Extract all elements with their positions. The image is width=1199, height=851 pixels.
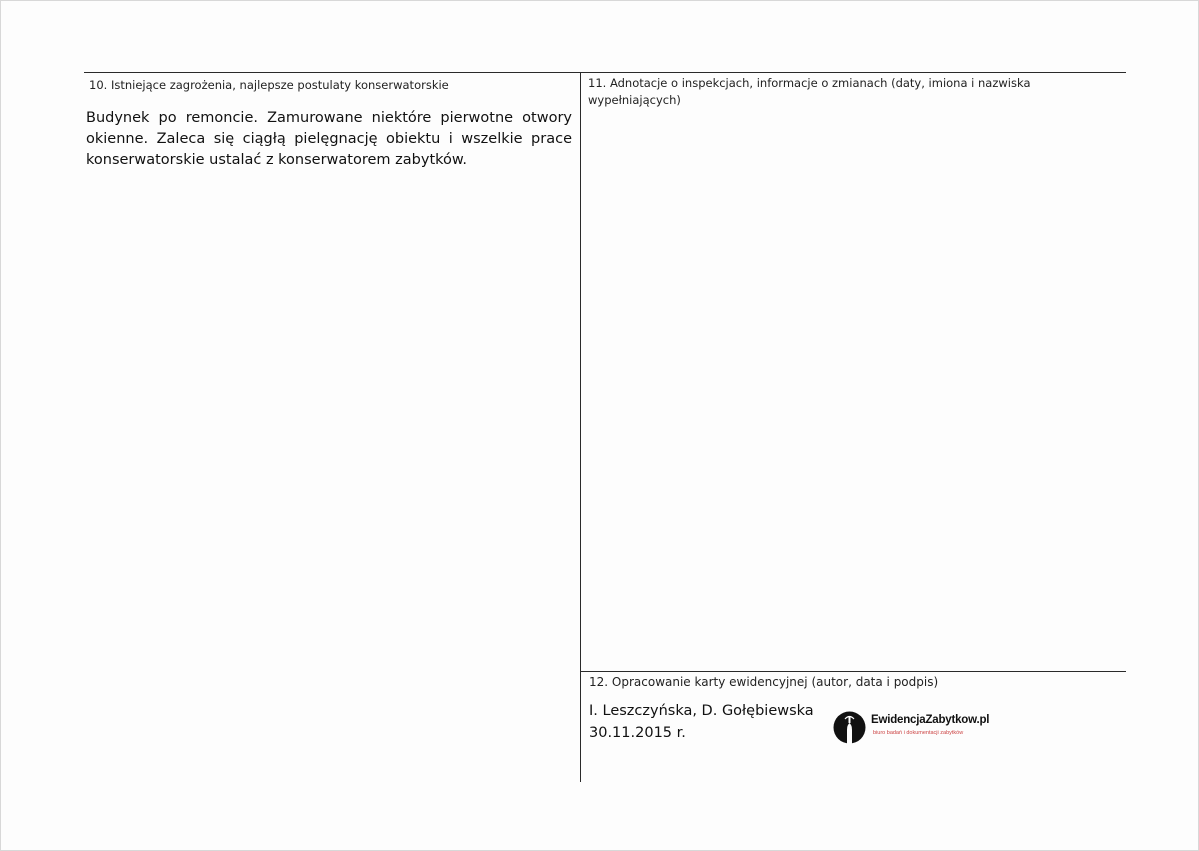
ewidencja-zabytkow-logo (833, 711, 993, 747)
section-12-authors: I. Leszczyńska, D. Gołębiewska (589, 703, 814, 719)
logo-name: EwidencjaZabytkow.pl (871, 714, 990, 726)
top-rule (84, 72, 1126, 73)
section-12-heading: 12. Opracowanie karty ewidencyjnej (autor, data i podpis) (589, 675, 939, 689)
column-divider (580, 72, 581, 782)
section12-rule (580, 671, 1126, 672)
section-10-heading: 10. Istniejące zagrożenia, najlepsze postulaty konserwatorskie (89, 78, 449, 92)
section-10-body: Budynek po remoncie. Zamurowane niektóre pierwotne otwory okienne. Zaleca się ciągłą pielęgnację obiektu i wszelkie prace konserwatorskie ustalać z konserwatorem zabytków. (86, 110, 572, 168)
section-11-heading: 11. Adnotacje o inspekcjach, informacje o zmianach (daty, imiona i nazwiska wypełniających) (588, 76, 1031, 107)
section-12-date: 30.11.2015 r. (589, 725, 686, 741)
logo-tagline: biuro badań i dokumentacji zabytków (873, 730, 964, 736)
logo-mark-icon (833, 711, 866, 744)
